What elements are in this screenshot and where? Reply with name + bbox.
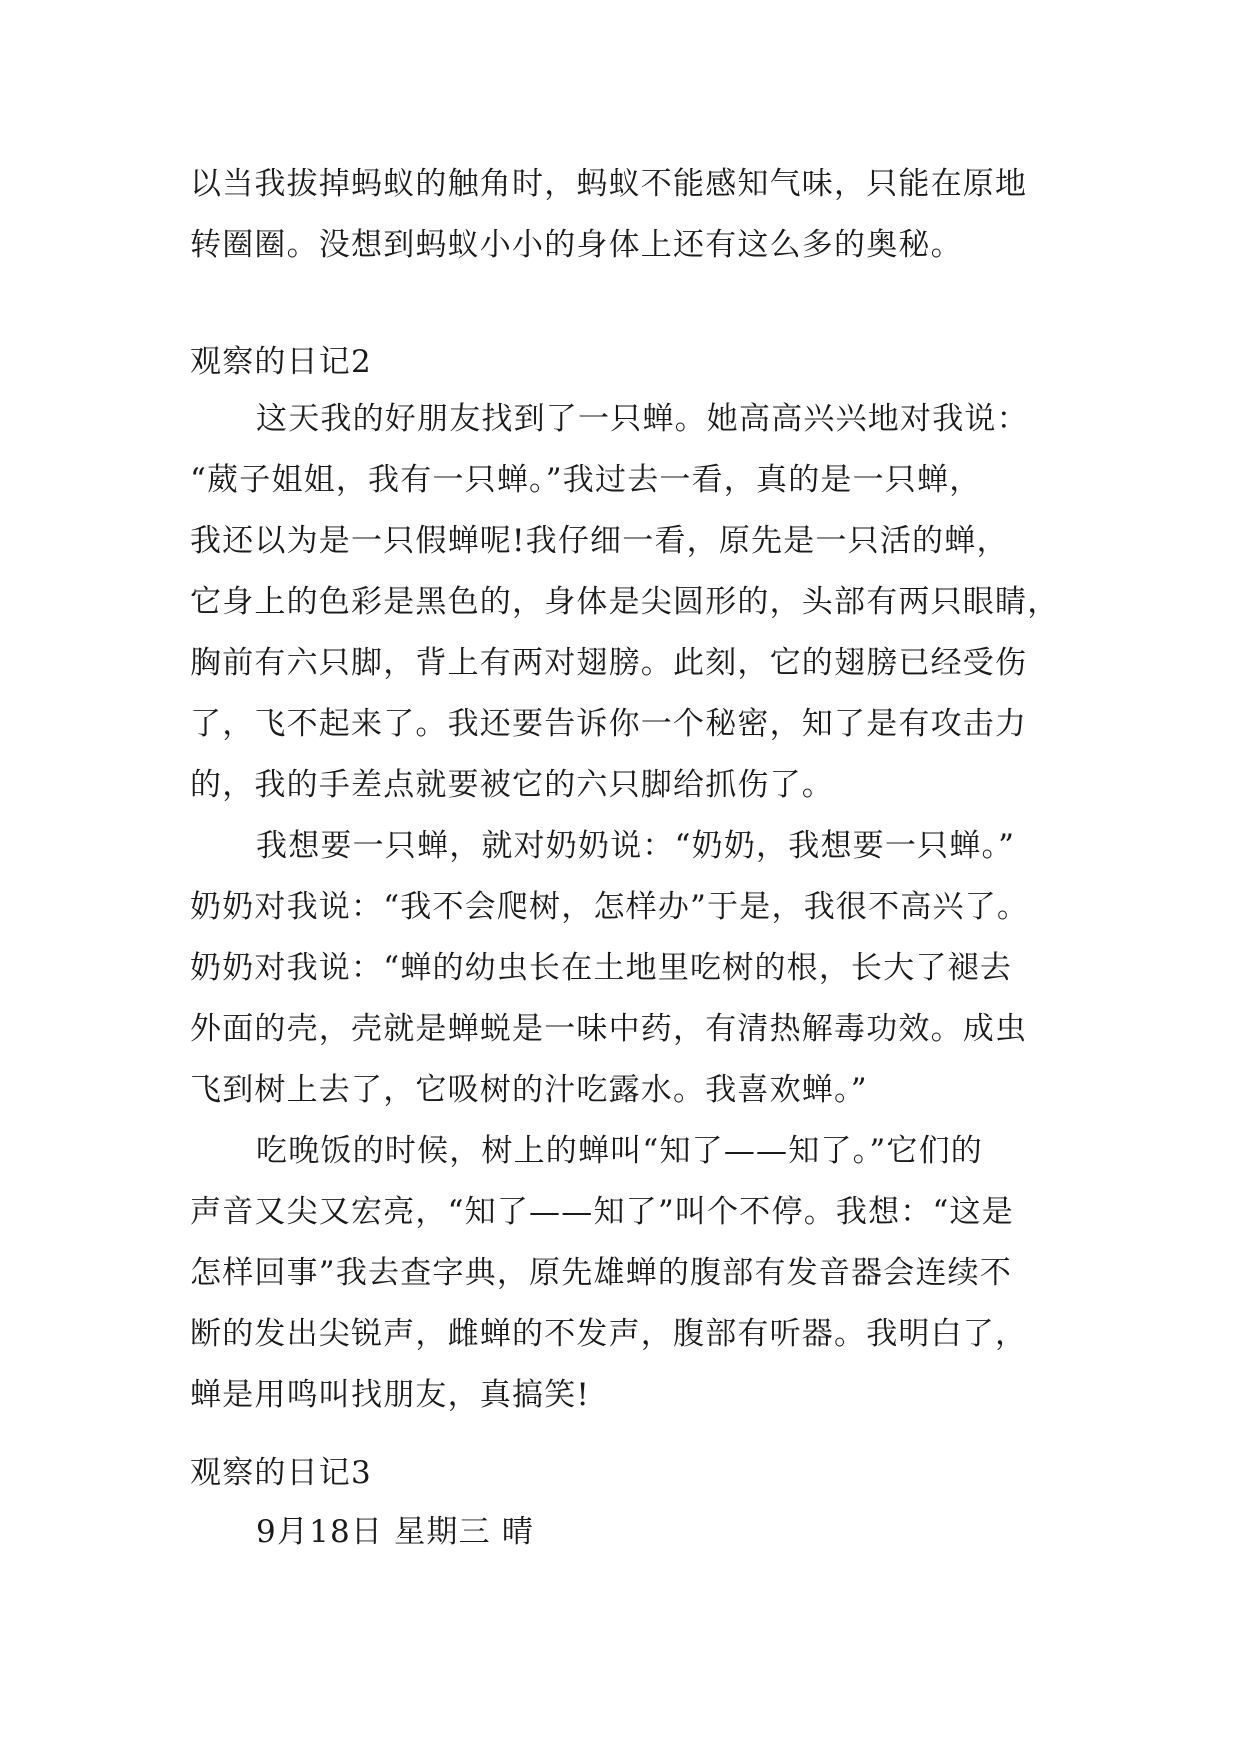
paragraph-line: 的，我的手差点就要被它的六只脚给抓伤了。 <box>190 767 834 803</box>
entry-2-heading: 观察的日记2 <box>190 344 372 380</box>
paragraph-line: 了，飞不起来了。我还要告诉你一个秘密，知了是有攻击力 <box>190 706 1028 742</box>
paragraph-line: 奶奶对我说：“我不会爬树，怎样办”于是，我很不高兴了。 <box>190 889 1030 925</box>
paragraph-line: 它身上的色彩是黑色的，身体是尖圆形的，头部有两只眼睛， <box>190 584 1060 620</box>
paragraph-line: 我还以为是一只假蝉呢!我仔细一看，原先是一只活的蝉， <box>190 523 1009 559</box>
entry-3-heading-block <box>190 1443 1070 1504</box>
paragraph-line: 胸前有六只脚，背上有两对翅膀。此刻，它的翅膀已经受伤 <box>190 645 1028 681</box>
paragraph-line: 外面的壳，壳就是蝉蜕是一味中药，有清热解毒功效。成虫 <box>190 1011 1028 1047</box>
paragraph-line: 这天我的好朋友找到了一只蝉。她高高兴兴地对我说： <box>256 401 1029 437</box>
entry-3-body <box>190 1502 1070 1563</box>
paragraph-line: 断的发出尖锐声，雌蝉的不发声，腹部有听器。我明白了， <box>190 1316 1028 1352</box>
paragraph-line: 蝉是用鸣叫找朋友，真搞笑! <box>190 1377 591 1413</box>
paragraph-line: 以当我拔掉蚂蚁的触角时，蚂蚁不能感知气味，只能在原地 <box>190 166 1028 202</box>
intro-paragraph <box>190 154 1070 276</box>
entry-2-heading-block <box>190 332 1070 393</box>
entry-3-date-line: 9月18日 星期三 晴 <box>256 1514 535 1550</box>
paragraph-line: 转圈圈。没想到蚂蚁小小的身体上还有这么多的奥秘。 <box>190 227 963 263</box>
paragraph-line: 怎样回事”我去查字典，原先雄蝉的腹部有发音器会连续不 <box>190 1255 1013 1291</box>
paragraph-line: “葳子姐姐，我有一只蝉。”我过去一看，真的是一只蝉， <box>190 462 982 498</box>
paragraph-line: 我想要一只蝉，就对奶奶说：“奶奶，我想要一只蝉。” <box>256 828 1016 864</box>
entry-2-body <box>190 389 1070 1426</box>
paragraph-line: 飞到树上去了，它吸树的汁吃露水。我喜欢蝉。” <box>190 1072 868 1108</box>
paragraph-line: 声音又尖又宏亮，“知了——知了”叫个不停。我想：“这是 <box>190 1194 1014 1230</box>
entry-3-heading: 观察的日记3 <box>190 1455 372 1491</box>
paragraph-line: 吃晚饭的时候，树上的蝉叫“知了——知了。”它们的 <box>256 1133 983 1169</box>
paragraph-line: 奶奶对我说：“蝉的幼虫长在土地里吃树的根，长大了褪去 <box>190 950 1013 986</box>
